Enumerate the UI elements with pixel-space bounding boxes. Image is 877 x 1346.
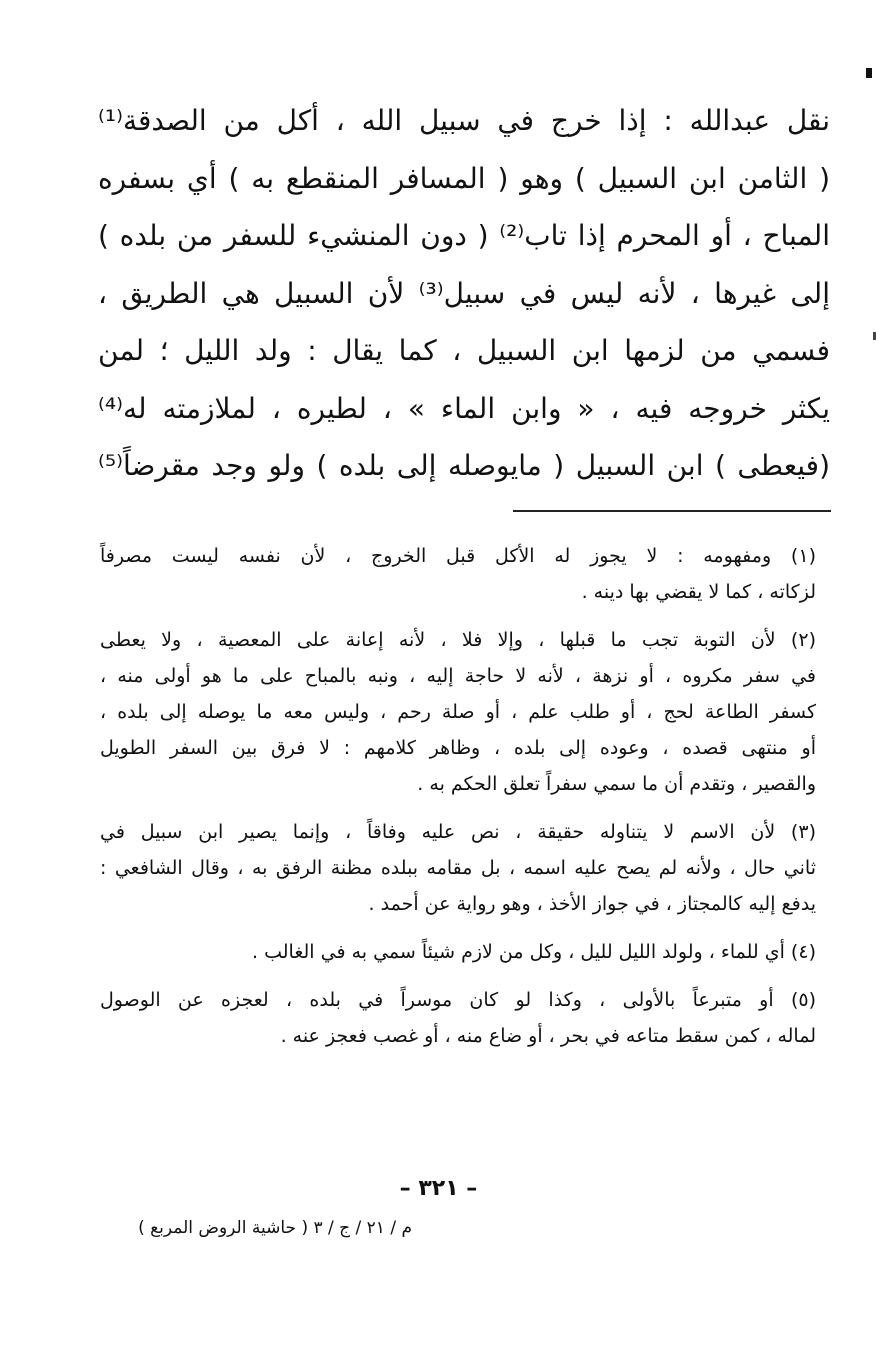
footnote-line: لماله ، كمن سقط متاعه في بحر ، أو ضاع منه ، أو غصب فعجز عنه . — [280, 1025, 816, 1047]
footnote-line: كسفر الطاعة لحج ، أو طلب علم ، أو صلة رحم ، وليس معه ما يوصله إلى بلده ، — [100, 701, 816, 723]
page-number: – ٣٢١ – — [399, 1176, 478, 1201]
footnote-line: ثاني حال ، ولأنه لم يصح عليه اسمه ، بل مقامه ببلده مظنة الرفق به ، وقال الشافعي : — [100, 857, 816, 879]
footnote-line: (٤) أي للماء ، ولولد الليل لليل ، وكل من لازم شيئاً سمي به في الغالب . — [252, 941, 816, 963]
footnote-line: (١) ومفهومه : لا يجوز له الأكل قبل الخروج ، لأن نفسه ليست مصرفاً — [100, 545, 816, 567]
running-footer: م / ٢١ / ج / ٣ ( حاشية الروض المربع ) — [138, 1218, 412, 1238]
main-body-text — [98, 92, 830, 495]
scan-mark — [866, 68, 872, 78]
body-line: ( الثامن ابن السبيل ) وهو ( المسافر المنقطع به ) أي بسفره — [98, 161, 830, 195]
footnote-line: أو منتهى قصده ، وعوده إلى بلده ، وظاهر كلامهم : لا فرق بين السفر الطويل — [100, 737, 816, 759]
footnote-line: (٢) لأن التوبة تجب ما قبلها ، وإلا فلا ، لأنه إعانة على المعصية ، ولا يعطى — [100, 629, 816, 651]
footnote-line: والقصير ، وتقدم أن ما سمي سفراً تعلق الحكم به . — [417, 773, 816, 795]
footnote-line: لزكاته ، كما لا يقضي بها دينه . — [581, 581, 816, 603]
body-line: فسمي من لزمها ابن السبيل ، كما يقال : ولد الليل ؛ لمن — [98, 334, 830, 367]
body-line: (فيعطى ) ابن السبيل ( مايوصله إلى بلده ) ولو وجد مقرضاً⁽⁵⁾ — [98, 449, 830, 482]
footnote-5 — [100, 982, 816, 1054]
footnote-4 — [100, 934, 816, 970]
body-line: يكثر خروجه فيه ، « وابن الماء » ، لطيره ، لملازمته له⁽⁴⁾ — [98, 391, 830, 425]
footnote-1 — [100, 538, 816, 610]
body-line: نقل عبدالله : إذا خرج في سبيل الله ، أكل من الصدقة⁽¹⁾ — [98, 104, 830, 137]
footnote-divider — [513, 510, 831, 512]
footnote-2 — [100, 622, 816, 802]
footnotes-section — [100, 538, 816, 1054]
footnote-line: يدفع إليه كالمجتاز ، في جواز الأخذ ، وهو رواية عن أحمد . — [368, 893, 816, 915]
footnote-line: (٥) أو متبرعاً بالأولى ، وكذا لو كان موسراً في بلده ، لعجزه عن الوصول — [100, 989, 816, 1011]
footnote-3 — [100, 814, 816, 922]
scan-mark — [873, 332, 876, 340]
body-line: المباح ، أو المحرم إذا تاب⁽²⁾ ( دون المنشيء للسفر من بلده ) — [98, 219, 830, 252]
footnote-line: (٣) لأن الاسم لا يتناوله حقيقة ، نص عليه وفاقاً ، وإنما يصير ابن سبيل في — [100, 821, 816, 843]
body-line: إلى غيرها ، لأنه ليس في سبيل⁽³⁾ لأن السبيل هي الطريق ، — [98, 276, 830, 310]
footnote-line: في سفر مكروه ، أو نزهة ، لأنه لا حاجة إليه ، ونبه بالمباح على ما هو أولى منه ، — [100, 665, 816, 687]
